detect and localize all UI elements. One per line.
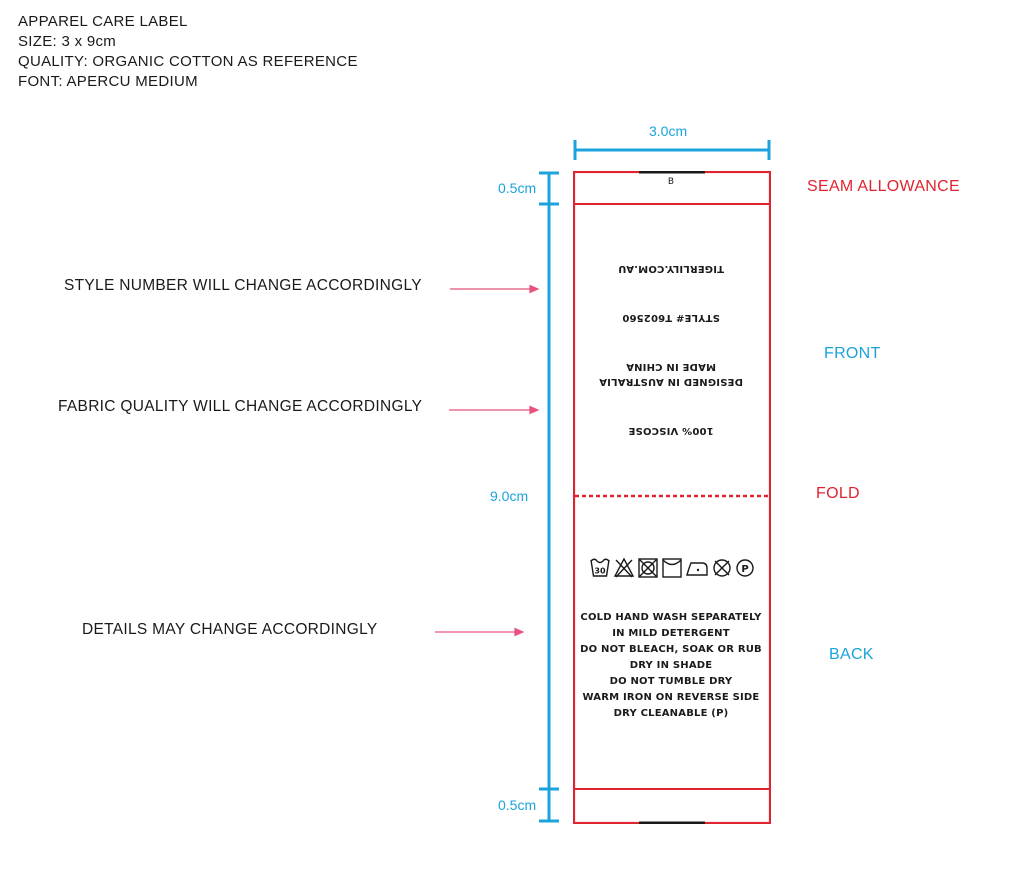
wash-30-icon: [589, 556, 611, 580]
front-fabric: 100% VISCOSE: [628, 425, 714, 436]
width-label: 3.0cm: [649, 123, 688, 139]
line-dry-icon: [661, 556, 683, 580]
spec-font: FONT: APERCU MEDIUM: [18, 73, 198, 90]
note-arrows: [435, 286, 538, 636]
fold-label: FOLD: [816, 485, 860, 502]
care-symbols: [589, 556, 755, 580]
seam-allowance-label: SEAM ALLOWANCE: [807, 178, 960, 195]
care-label: [573, 171, 771, 824]
spec-title: APPAREL CARE LABEL: [18, 13, 188, 30]
top-allowance-label: 0.5cm: [498, 180, 537, 196]
style-number-note: STYLE NUMBER WILL CHANGE ACCORDINGLY: [64, 277, 422, 294]
back-care-line-4: DRY IN SHADE: [629, 660, 713, 671]
no-tumble-dry-icon: [637, 556, 659, 580]
front-style-number: STYLE# T602560: [622, 312, 720, 323]
front-origin-designed: DESIGNED IN AUSTRALIA: [599, 376, 743, 387]
front-section-label: FRONT: [824, 345, 881, 362]
fabric-quality-note: FABRIC QUALITY WILL CHANGE ACCORDINGLY: [58, 398, 423, 415]
no-bleach-icon: [613, 556, 635, 580]
back-care-line-3: DO NOT BLEACH, SOAK OR RUB: [580, 644, 762, 655]
svg-text:30: 30: [594, 566, 606, 576]
back-section-label: BACK: [829, 646, 874, 663]
back-care-line-6: WARM IRON ON REVERSE SIDE: [582, 692, 760, 703]
spec-quality: QUALITY: ORGANIC COTTON AS REFERENCE: [18, 53, 358, 70]
length-label: 9.0cm: [490, 488, 529, 504]
back-care-line-7: DRY CLEANABLE (P): [613, 708, 729, 719]
width-dimension-line: [575, 140, 769, 160]
back-care-line-1: COLD HAND WASH SEPARATELY: [580, 612, 762, 623]
bottom-allowance-label: 0.5cm: [498, 797, 537, 813]
no-wring-icon: [711, 556, 733, 580]
back-care-line-5: DO NOT TUMBLE DRY: [609, 676, 733, 687]
details-note: DETAILS MAY CHANGE ACCORDINGLY: [82, 621, 378, 638]
svg-text:P: P: [741, 564, 749, 575]
spec-size: SIZE: 3 x 9cm: [18, 33, 117, 50]
top-marker: B: [667, 177, 675, 187]
front-website: TIGERLILY.COM.AU: [618, 263, 724, 274]
back-care-line-2: IN MILD DETERGENT: [612, 628, 730, 639]
iron-icon: [685, 556, 709, 580]
dry-clean-p-icon: [734, 556, 756, 580]
front-origin-made: MADE IN CHINA: [626, 361, 717, 372]
length-dimension-line: [539, 173, 559, 821]
